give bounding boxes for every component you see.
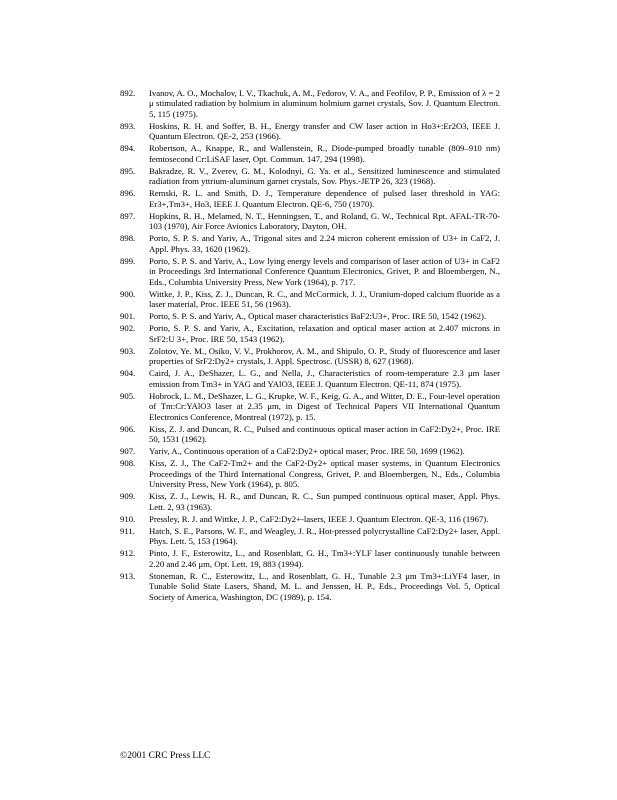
reference-number: 897. [120,210,136,221]
reference-item [120,233,500,254]
reference-number: 896. [120,188,136,199]
reference-item [120,311,500,321]
reference-number: 909. [120,491,136,502]
copyright-footer: ©2001 CRC Press LLC [120,751,211,761]
reference-number: 901. [120,311,136,322]
reference-item [120,256,500,287]
reference-text: Stoneman, R. C., Esterowitz, L., and Rosenblatt, G. H., Tunable 2.3 μm Tm3+:LiYF4 laser, in Tunable Solid State Lasers, Shand, M. L. and Jenssen, H. P., Eds., Proceedings Vol. 5, Optical Society of America, Washington, DC (1989), p. 154. [149,570,500,602]
reference-text: Porto, S. P. S. and Yariv, A., Low lying energy levels and comparison of laser action of U3+ in CaF2 in Proceedings 3rd International Conference Quantum Electronics, Grivet, P. and Bloembergen, N., Eds., Columbia University Press, New York (1964), p. 717. [149,255,500,287]
reference-text: Porto, S. P. S. and Yariv, A., Excitation, relaxation and optical maser action at 2.407 microns in SrF2:U 3+, Proc. IRE 50, 1543 (1962). [149,323,500,344]
reference-text: Hatch, S. E., Parsons, W. F., and Weagley, J. R., Hot-pressed polycrystalline CaF2:Dy2+ laser, Appl. Phys. Lett. 5, 153 (1964). [149,525,500,547]
reference-number: 911. [120,525,135,536]
reference-item [120,526,500,547]
reference-text: Porto, S. P. S. and Yariv, A., Trigonal sites and 2.24 micron coherent emission of U3+ in CaF2, J. Appl. Phys. 33, 1620 (1962). [149,233,500,254]
reference-text: Ivanov, A. O., Mochalov, I. V., Tkachuk, A. M., Fedorov, V. A., and Feofilov, P. P., Emission of λ = 2 μ stimulated radiation by holmium in aluminum holmium garnet crystals, Sov. J. Quantum Electron. 5, 115 (1975). [149,88,500,119]
reference-text: Remski, R. L. and Smith, D. J., Temperature dependence of pulsed laser threshold in YAG: Er3+,Tm3+, Ho3, IEEE J. Quantum Electron. QE-6, 750 (1970). [149,188,500,209]
reference-item [120,166,500,187]
reference-text: Hoskins, R. H. and Soffer, B. H., Energy transfer and CW laser action in Ho3+:Er2O3, IEEE J. Quantum Electron. QE-2, 253 (1966). [149,120,500,142]
reference-text: Robertson, A., Knappe, R., and Wallenstein, R., Diode-pumped broadly tunable (809–910 nm) femtosecond Cr:LiSAF laser, Opt. Commun. 147, 294 (1998). [149,143,500,164]
reference-number: 895. [120,165,136,176]
reference-number: 907. [120,446,136,457]
reference-text: Hobrock, L. M., DeShazer, L. G., Krupke, W. F., Keig, G. A., and Witter, D. E., Four-level operation of Tm:Cr:YAlO3 laser at 2.35 μm, in Digest of Technical Papers VII International Quantum Electronics Conference, Montreal (1972), p. 15. [149,390,500,422]
reference-number: 898. [120,233,136,244]
reference-number: 894. [120,143,136,154]
reference-text: Pinto, J. F., Esterowitz, L., and Rosenblatt, G. H., Tm3+:YLF laser continuously tunable between 2.20 and 2.46 μm, Opt. Lett. 19, 883 (1994). [149,548,500,569]
reference-number: 913. [120,570,136,581]
reference-item [120,424,500,445]
reference-number: 892. [120,88,136,98]
reference-item [120,346,500,367]
reference-number: 893. [120,120,136,131]
reference-item [120,143,500,164]
reference-item [120,121,500,142]
reference-text: Hopkins, R. H., Melamed, N. T., Henningsen, T., and Roland, G. W., Technical Rpt. AFAL-TR-70-103 (1970), Air Force Avionics Laboratory, Dayton, OH. [149,210,500,232]
reference-item [120,323,500,344]
reference-item [120,368,500,389]
reference-text: Bakradze, R. V., Zverev, G. M., Kolodnyi, G. Ya. et al., Sensitized luminescence and stimulated radiation from yttrium-aluminum garnet crystals, Sov. Phys.-JETP 26, 323 (1968). [149,165,500,187]
reference-item [120,571,500,602]
reference-item [120,446,500,456]
reference-text: Porto, S. P. S. and Yariv, A., Optical maser characteristics BaF2:U3+, Proc. IRE 50, 1542 (1962). [149,311,487,322]
reference-item [120,391,500,422]
reference-text: Kiss, Z. J., Lewis, H. R., and Duncan, R. C., Sun pumped continuous optical maser, Appl. Phys. Lett. 2, 93 (1963). [149,491,500,512]
reference-text: Caird, J. A., DeShazer, L. G., and Nella, J., Characteristics of room-temperature 2.3 μm laser emission from Tm3+ in YAG and YAlO3, IEEE J. Quantum Electron. QE-11, 874 (1975). [149,368,500,389]
reference-text: Kiss, Z. J. and Duncan, R. C., Pulsed and continuous optical maser action in CaF2:Dy2+, Proc. IRE 50, 1531 (1962). [149,423,500,445]
reference-list [120,88,500,604]
reference-item [120,289,500,310]
reference-item [120,188,500,209]
reference-number: 900. [120,288,136,299]
reference-number: 903. [120,345,136,356]
reference-text: Zolotov, Ye. M., Osiko, V. V., Prokhorov, A. M., and Shipulo, O. P., Study of fluorescence and laser properties of SrF2:Dy2+ crystals, J. Appl. Spectrosc. (USSR) 8, 627 (1968). [149,345,500,367]
reference-item [120,211,500,232]
reference-item [120,514,500,524]
reference-number: 904. [120,368,136,379]
reference-number: 902. [120,323,136,334]
reference-number: 912. [120,548,136,559]
reference-number: 906. [120,423,136,434]
reference-item [120,458,500,489]
reference-text: Kiss, Z. J., The CaF2-Tm2+ and the CaF2-Dy2+ optical maser systems, in Quantum Electronics Proceedings of the Third International Congress, Grivet, P. and Bloembergen, N., Eds., Columbia University Press, New York (1964), p. 805. [149,458,500,490]
reference-item [120,491,500,512]
reference-number: 899. [120,255,136,266]
reference-text: Pressley, R. J. and Wittke, J. P., CaF2:Dy2+-lasers, IEEE J. Quantum Electron. QE-3, 116 (1967). [149,513,489,524]
reference-number: 905. [120,390,136,401]
reference-text: Wittke, J. P., Kiss, Z. J., Duncan, R. C., and McCormick, J. J., Uranium-doped calcium fluoride as a laser material, Proc. IEEE 51, 56 (1963). [149,288,500,310]
reference-item [120,548,500,569]
reference-item [120,88,500,119]
reference-number: 910. [120,513,136,524]
reference-number: 908. [120,458,136,469]
reference-text: Yariv, A., Continuous operation of a CaF2:Dy2+ optical maser, Proc. IRE 50, 1699 (1962). [149,446,465,457]
